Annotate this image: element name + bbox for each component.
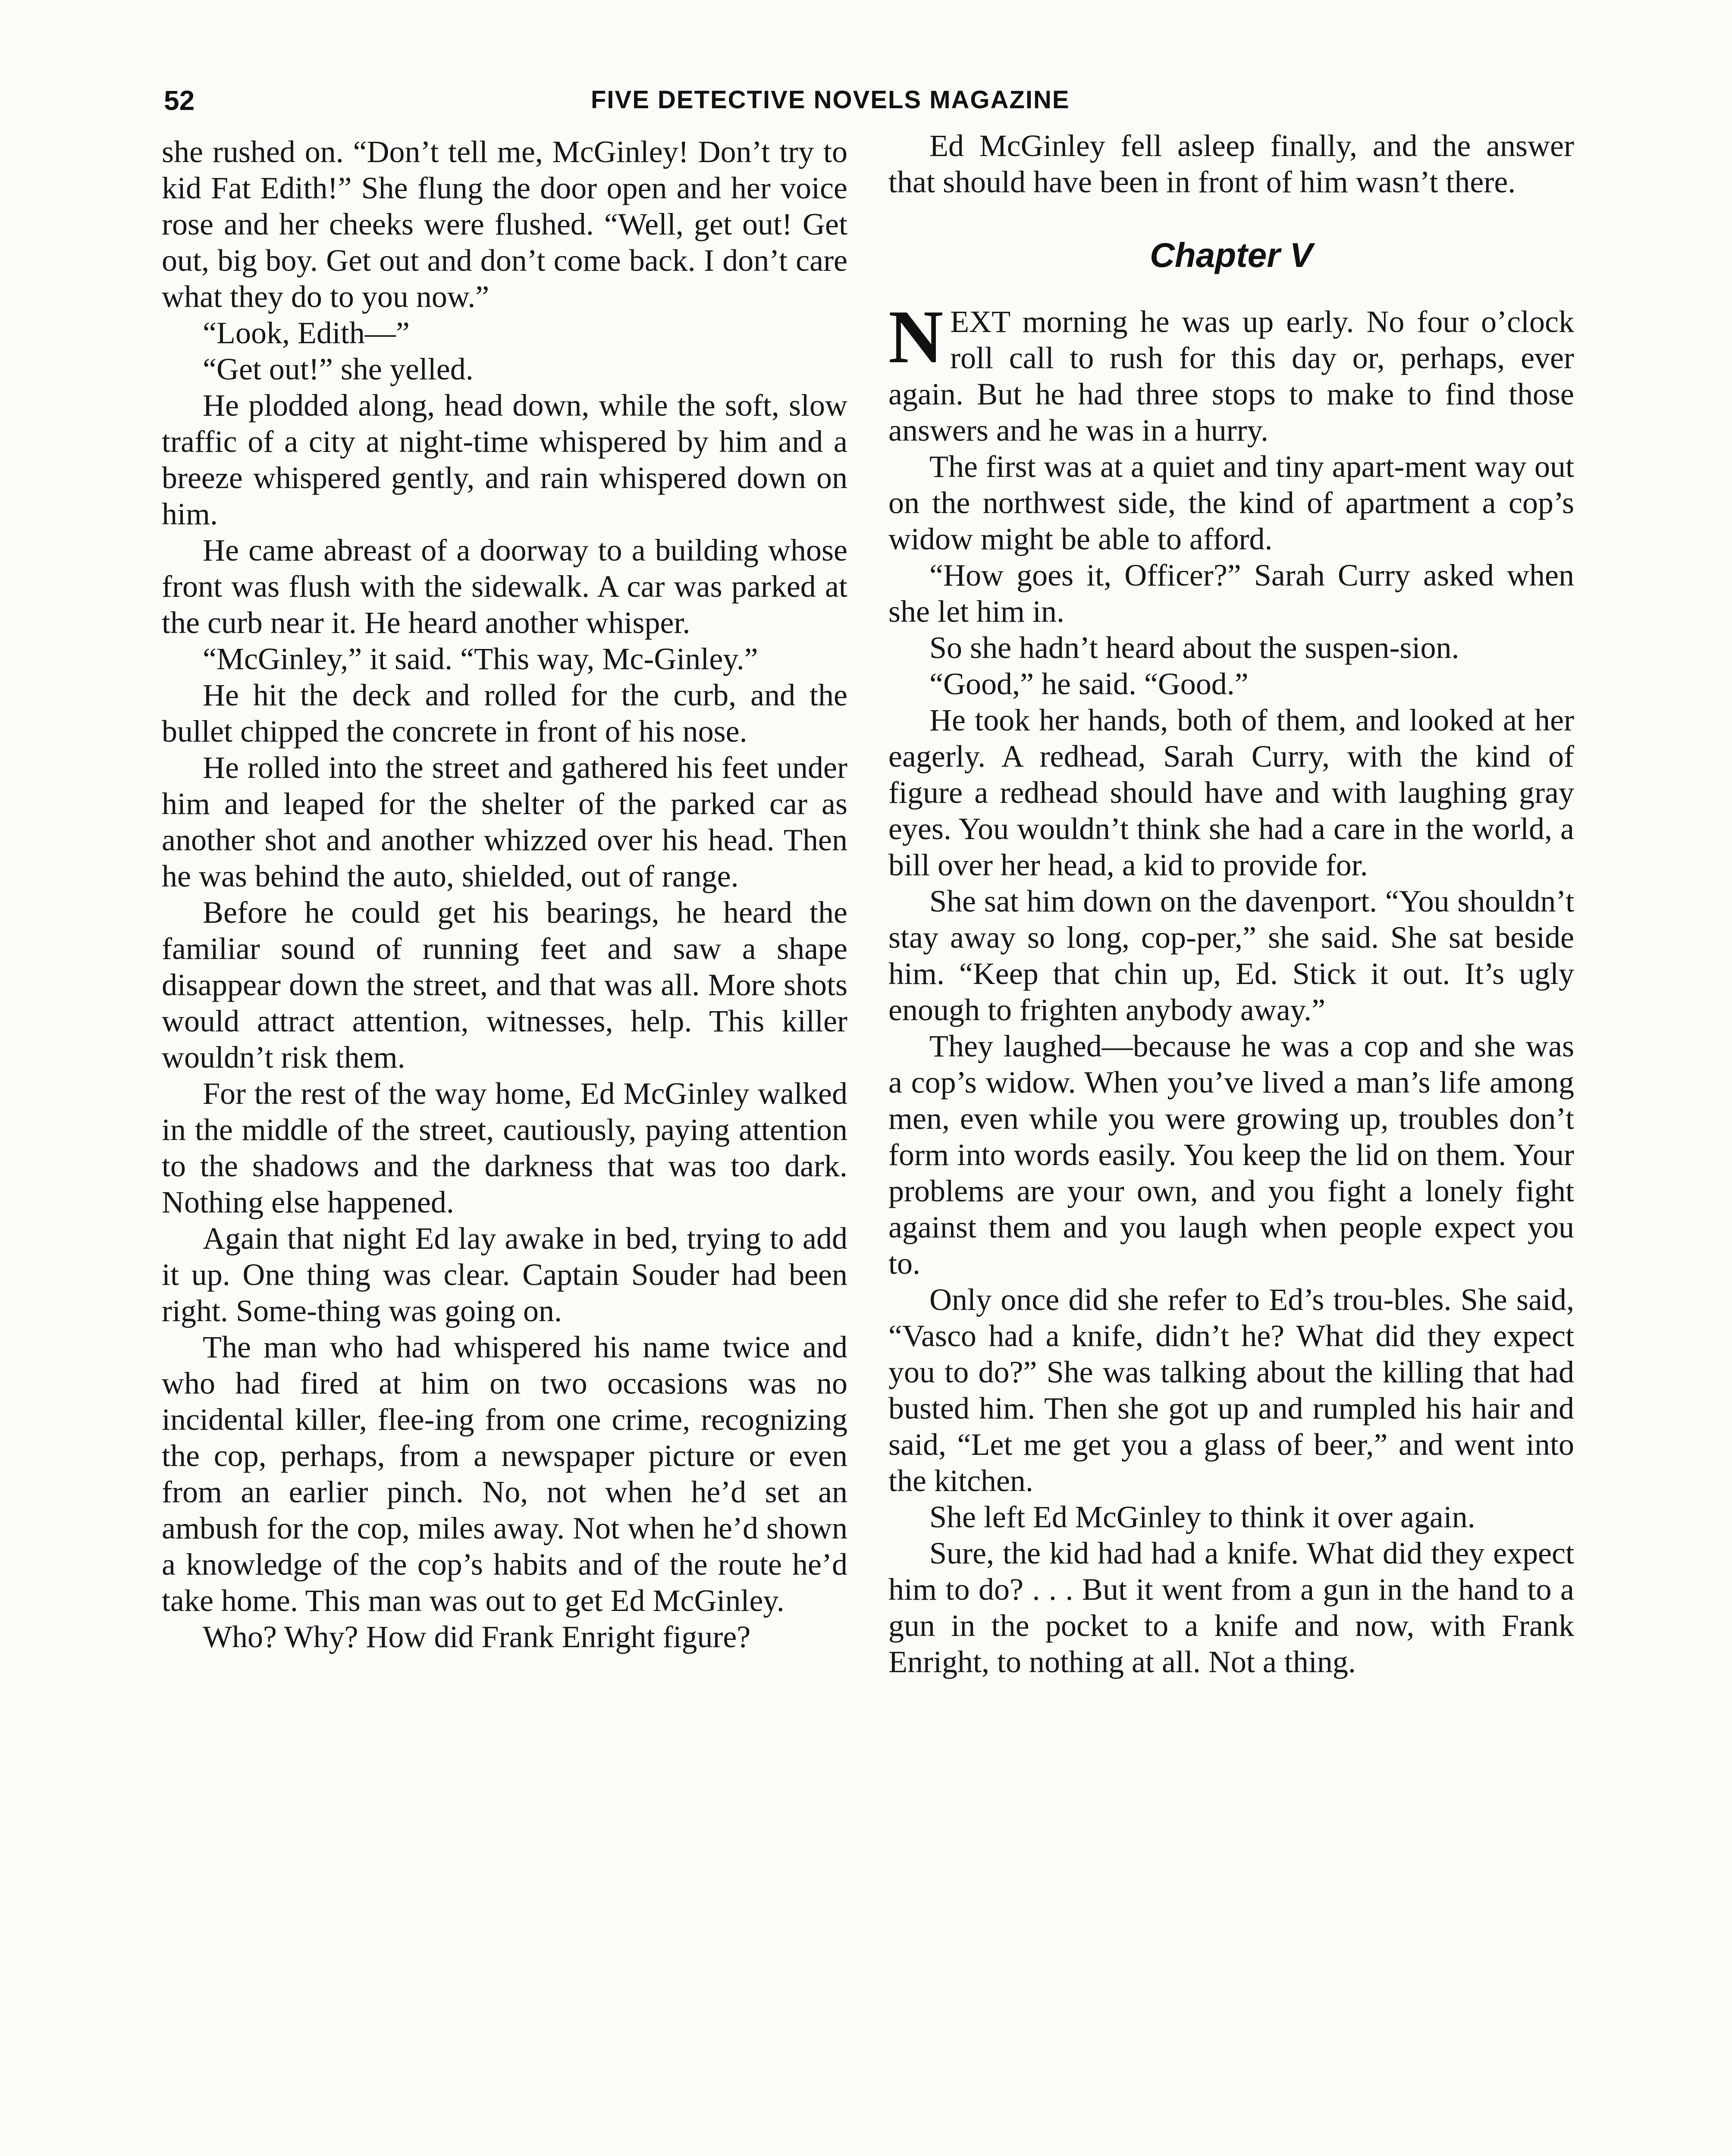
- drop-cap: N: [888, 295, 944, 379]
- paragraph: Only once did she refer to Ed’s trou-bles. She said, “Vasco had a knife, didn’t he? What did they expect you to do?” She was talking about the killing that had busted him. Then she got up and rumpled his hair and said, “Let me get you a glass of beer,” and went into the kitchen.: [888, 1282, 1574, 1498]
- paragraph: “McGinley,” it said. “This way, Mc-Ginley.”: [203, 642, 758, 676]
- paragraph: He rolled into the street and gathered his feet under him and leaped for the shelter of the parked car as another shot and another whizzed over his head. Then he was behind the auto, shielded, out of range.: [162, 750, 847, 893]
- paragraph: Before he could get his bearings, he heard the familiar sound of running feet and saw a shape disappear down the street, and that was all. More shots would attract attention, witnesses, help. This killer wouldn’t risk them.: [162, 895, 847, 1075]
- paragraph: “How goes it, Officer?” Sarah Curry asked when she let him in.: [888, 558, 1574, 629]
- running-head: FIVE DETECTIVE NOVELS MAGAZINE: [591, 86, 1070, 114]
- paragraph: He took her hands, both of them, and looked at her eagerly. A redhead, Sarah Curry, with the kind of figure a redhead should have and with laughing gray eyes. You wouldn’t think she had a care in the world, a bill over her head, a kid to provide for.: [888, 703, 1574, 882]
- paragraph: For the rest of the way home, Ed McGinley walked in the middle of the street, cautiously, paying attention to the shadows and the darkness that was too dark. Nothing else happened.: [162, 1076, 847, 1219]
- paragraph: So she hadn’t heard about the suspen-sion.: [929, 630, 1459, 665]
- paragraph: Ed McGinley fell asleep finally, and the answer that should have been in front of him wasn’t there.: [888, 128, 1574, 199]
- chapter-opening-text: EXT morning he was up early. No four o’clock roll call to rush for this day or, perhaps, ever again. But he had three stops to make to find those answers and he was in a hurry.: [888, 304, 1574, 448]
- paragraph: She sat him down on the davenport. “You shouldn’t stay away so long, cop-per,” she said. She sat beside him. “Keep that chin up, Ed. Stick it out. It’s ugly enough to frighten anybody away.”: [888, 884, 1574, 1027]
- paragraph: she rushed on. “Don’t tell me, McGinley! Don’t try to kid Fat Edith!” She flung the door open and her voice rose and her cheeks were flushed. “Well, get out! Get out, big boy. Get out and don’t come back. I don’t care what they do to you now.”: [162, 135, 847, 314]
- paragraph: He plodded along, head down, while the soft, slow traffic of a city at night-time whispered by him and a breeze whispered gently, and rain whispered down on him.: [162, 388, 847, 531]
- paragraph: He came abreast of a doorway to a building whose front was flush with the sidewalk. A car was parked at the curb near it. He heard another whisper.: [162, 533, 847, 640]
- paragraph: Sure, the kid had had a knife. What did they expect him to do? . . . But it went from a gun in the hand to a gun in the pocket to a knife and now, with Frank Enright, to nothing at all. Not a thing.: [888, 1536, 1574, 1679]
- paragraph: The first was at a quiet and tiny apart-ment way out on the northwest side, the kind of apartment a cop’s widow might be able to afford.: [888, 449, 1574, 556]
- paragraph: She left Ed McGinley to think it over again.: [929, 1500, 1475, 1534]
- left-column: [162, 134, 847, 1655]
- page-number: 52: [164, 85, 195, 116]
- right-column: [888, 128, 1574, 1680]
- paragraph: They laughed—because he was a cop and she was a cop’s widow. When you’ve lived a man’s life among men, even while you were growing up, troubles don’t form into words easily. You keep the lid on them. Your problems are your own, and you fight a lonely fight against them and you laugh when people expect you to.: [888, 1029, 1574, 1281]
- paragraph: The man who had whispered his name twice and who had fired at him on two occasions was no incidental killer, flee-ing from one crime, recognizing the cop, perhaps, from a newspaper picture or even from an earlier pinch. No, not when he’d set an ambush for the cop, miles away. Not when he’d shown a knowledge of the cop’s habits and of the route he’d take home. This man was out to get Ed McGinley.: [162, 1330, 847, 1618]
- paragraph: “Look, Edith—”: [203, 316, 410, 350]
- paragraph: Who? Why? How did Frank Enright figure?: [203, 1620, 751, 1654]
- chapter-opening-paragraph: [888, 295, 1574, 448]
- chapter-heading: Chapter V: [1150, 236, 1313, 274]
- paragraph: He hit the deck and rolled for the curb, and the bullet chipped the concrete in front of his nose.: [162, 678, 847, 749]
- paragraph: “Good,” he said. “Good.”: [929, 667, 1249, 701]
- paragraph: “Get out!” she yelled.: [203, 352, 474, 386]
- paragraph: Again that night Ed lay awake in bed, trying to add it up. One thing was clear. Captain Souder had been right. Some-thing was going on.: [162, 1221, 847, 1328]
